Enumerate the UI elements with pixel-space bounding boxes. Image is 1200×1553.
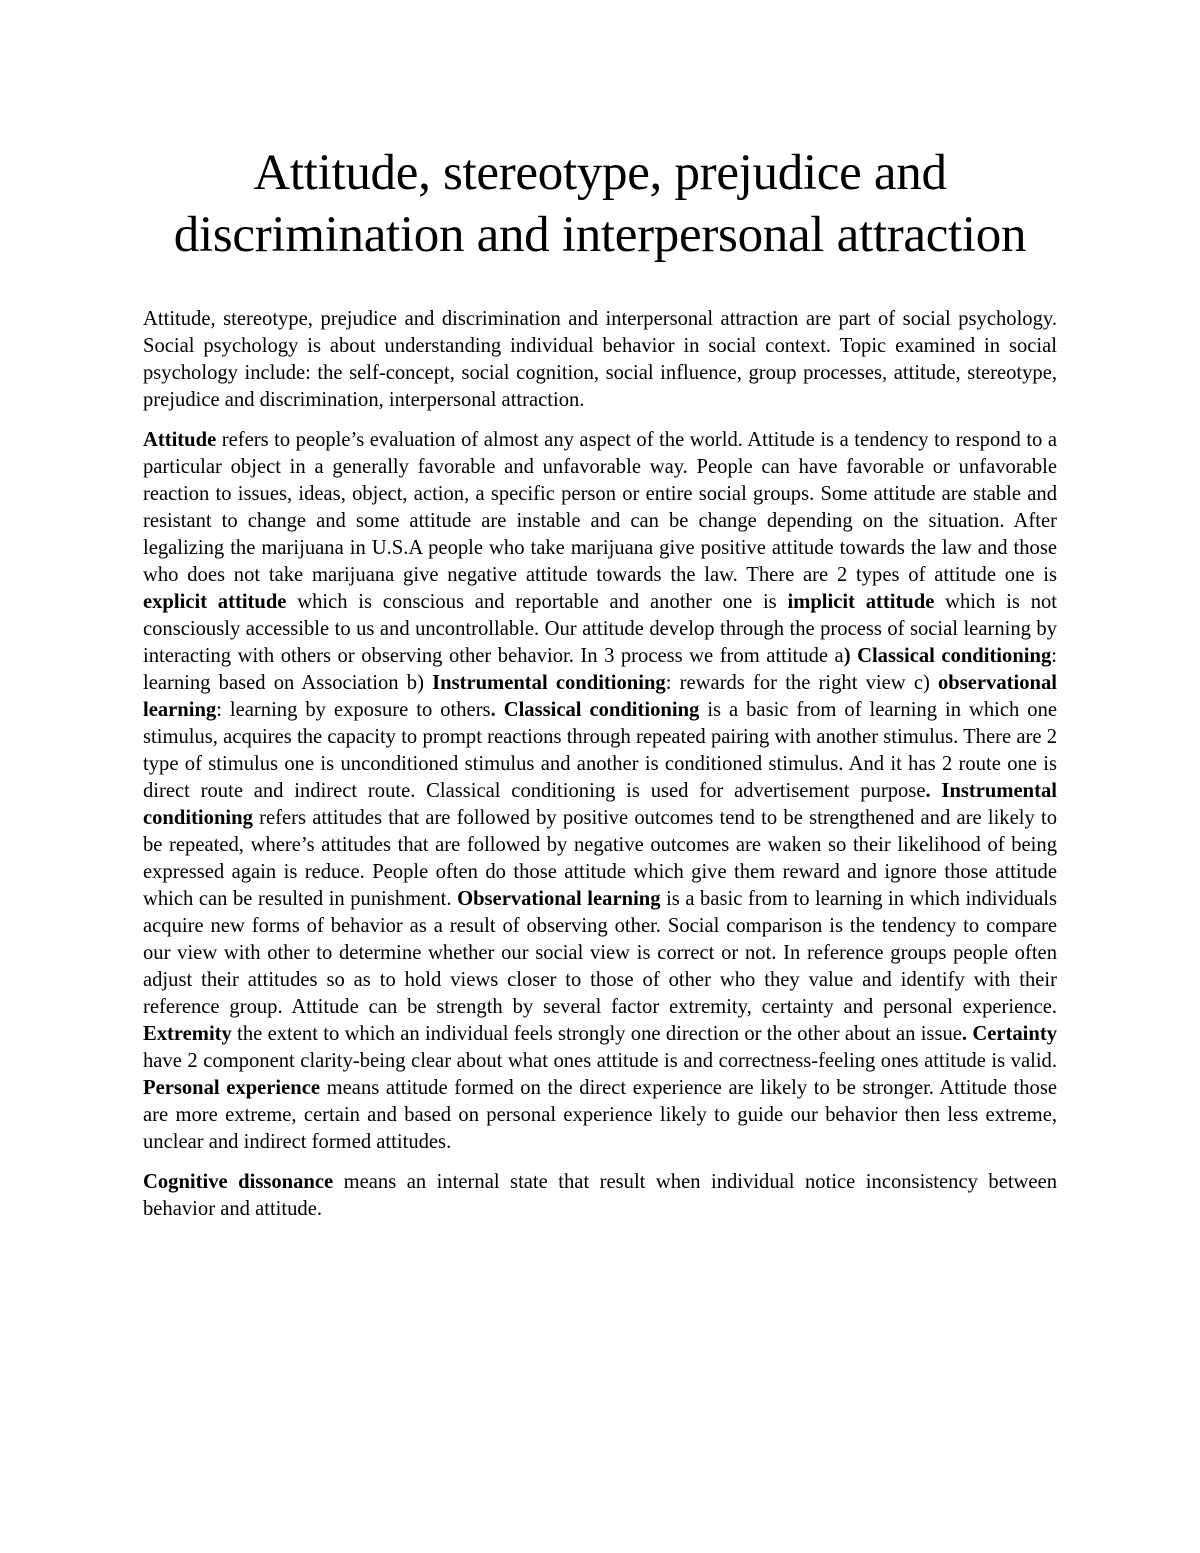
text-run: means an internal state that result when individual notice inconsistency between behavior and attitude.: [143, 1171, 1058, 1220]
text-run: : learning based on Association b): [143, 645, 1057, 694]
bold-term: Observational learning: [457, 888, 661, 910]
bold-term: observational learning: [143, 672, 1057, 721]
attitude-paragraph: [143, 427, 1057, 1156]
bold-term: Instrumental conditioning: [432, 672, 666, 694]
bold-term: Extremity: [143, 1023, 232, 1045]
text-run: the extent to which an individual feels strongly one direction or the other about an issue: [231, 1023, 962, 1045]
bold-term: . Classical conditioning: [490, 699, 700, 721]
text-run: which is conscious and reportable and another one is: [286, 591, 788, 613]
bold-term: . Certainty: [961, 1023, 1057, 1045]
text-run: which is not consciously accessible to us and uncontrollable. Our attitude develop through the process of social learning by interacting with others or observing other behavior. In 3 process we from attitude a: [143, 591, 1058, 667]
cognitive-dissonance-paragraph: [143, 1169, 1057, 1223]
bold-term: implicit attitude: [787, 591, 935, 613]
bold-term: Cognitive dissonance: [143, 1171, 334, 1193]
document-title: Attitude, stereotype, prejudice and discrimination and interpersonal attraction: [173, 145, 1027, 263]
bold-term: Attitude: [143, 429, 217, 451]
text-run: is a basic from of learning in which one stimulus, acquires the capacity to prompt reactions through repeated pairing with another stimulus. There are 2 type of stimulus one is unconditioned stimulus and another is conditioned stimulus. And it has 2 route one is direct route and indirect route. Classical conditioning is used for advertisement purpose: [143, 699, 1058, 802]
text-run: refers attitudes that are followed by positive outcomes tend to be strengthened and are likely to be repeated, where’s attitudes that are followed by negative outcomes are waken so their likelihood of being expressed again is reduce. People often do those attitude which give them reward and ignore those attitude which can be resulted in punishment.: [143, 807, 1057, 910]
bold-term: explicit attitude: [143, 591, 287, 613]
bold-term: Personal experience: [143, 1077, 321, 1099]
intro-paragraph: [143, 306, 1057, 414]
text-run: Attitude, stereotype, prejudice and discrimination and interpersonal attraction are part of social psychology. Social psychology is about understanding individual behavior in social context. Topic examined in social psychology include: the self-concept, social cognition, social influence, group processes, attitude, stereotype, prejudice and discrimination, interpersonal attraction.: [143, 308, 1057, 411]
text-run: : learning by exposure to others: [216, 699, 491, 721]
text-run: : rewards for the right view c): [665, 672, 938, 694]
text-run: is a basic from to learning in which individuals acquire new forms of behavior as a result of observing other. Social comparison is the tendency to compare our view with other to determine whether our social view is correct or not. In reference groups people often adjust their attitudes so as to hold views closer to those of other who they value and identify with their reference group. Attitude can be strength by several factor extremity, certainty and personal experience.: [143, 888, 1058, 1018]
text-run: refers to people’s evaluation of almost any aspect of the world. Attitude is a tendency to respond to a particular object in a generally favorable and unfavorable way. People can have favorable or unfavorable reaction to issues, ideas, object, action, a specific person or entire social groups. Some attitude are stable and resistant to change and some attitude are instable and can be change depending on the situation. After legalizing the marijuana in U.S.A people who take marijuana give positive attitude towards the law and those who does not take marijuana give negative attitude towards the law. There are 2 types of attitude one is: [143, 429, 1057, 586]
text-run: means attitude formed on the direct experience are likely to be stronger. Attitude those are more extreme, certain and based on personal experience likely to guide our behavior then less extreme, unclear and indirect formed attitudes.: [143, 1077, 1057, 1153]
text-run: have 2 component clarity-being clear about what ones attitude is and correctness-feeling ones attitude is valid.: [143, 1050, 1057, 1072]
bold-term: ) Classical conditioning: [843, 645, 1052, 667]
bold-term: . Instrumental conditioning: [143, 780, 1057, 829]
